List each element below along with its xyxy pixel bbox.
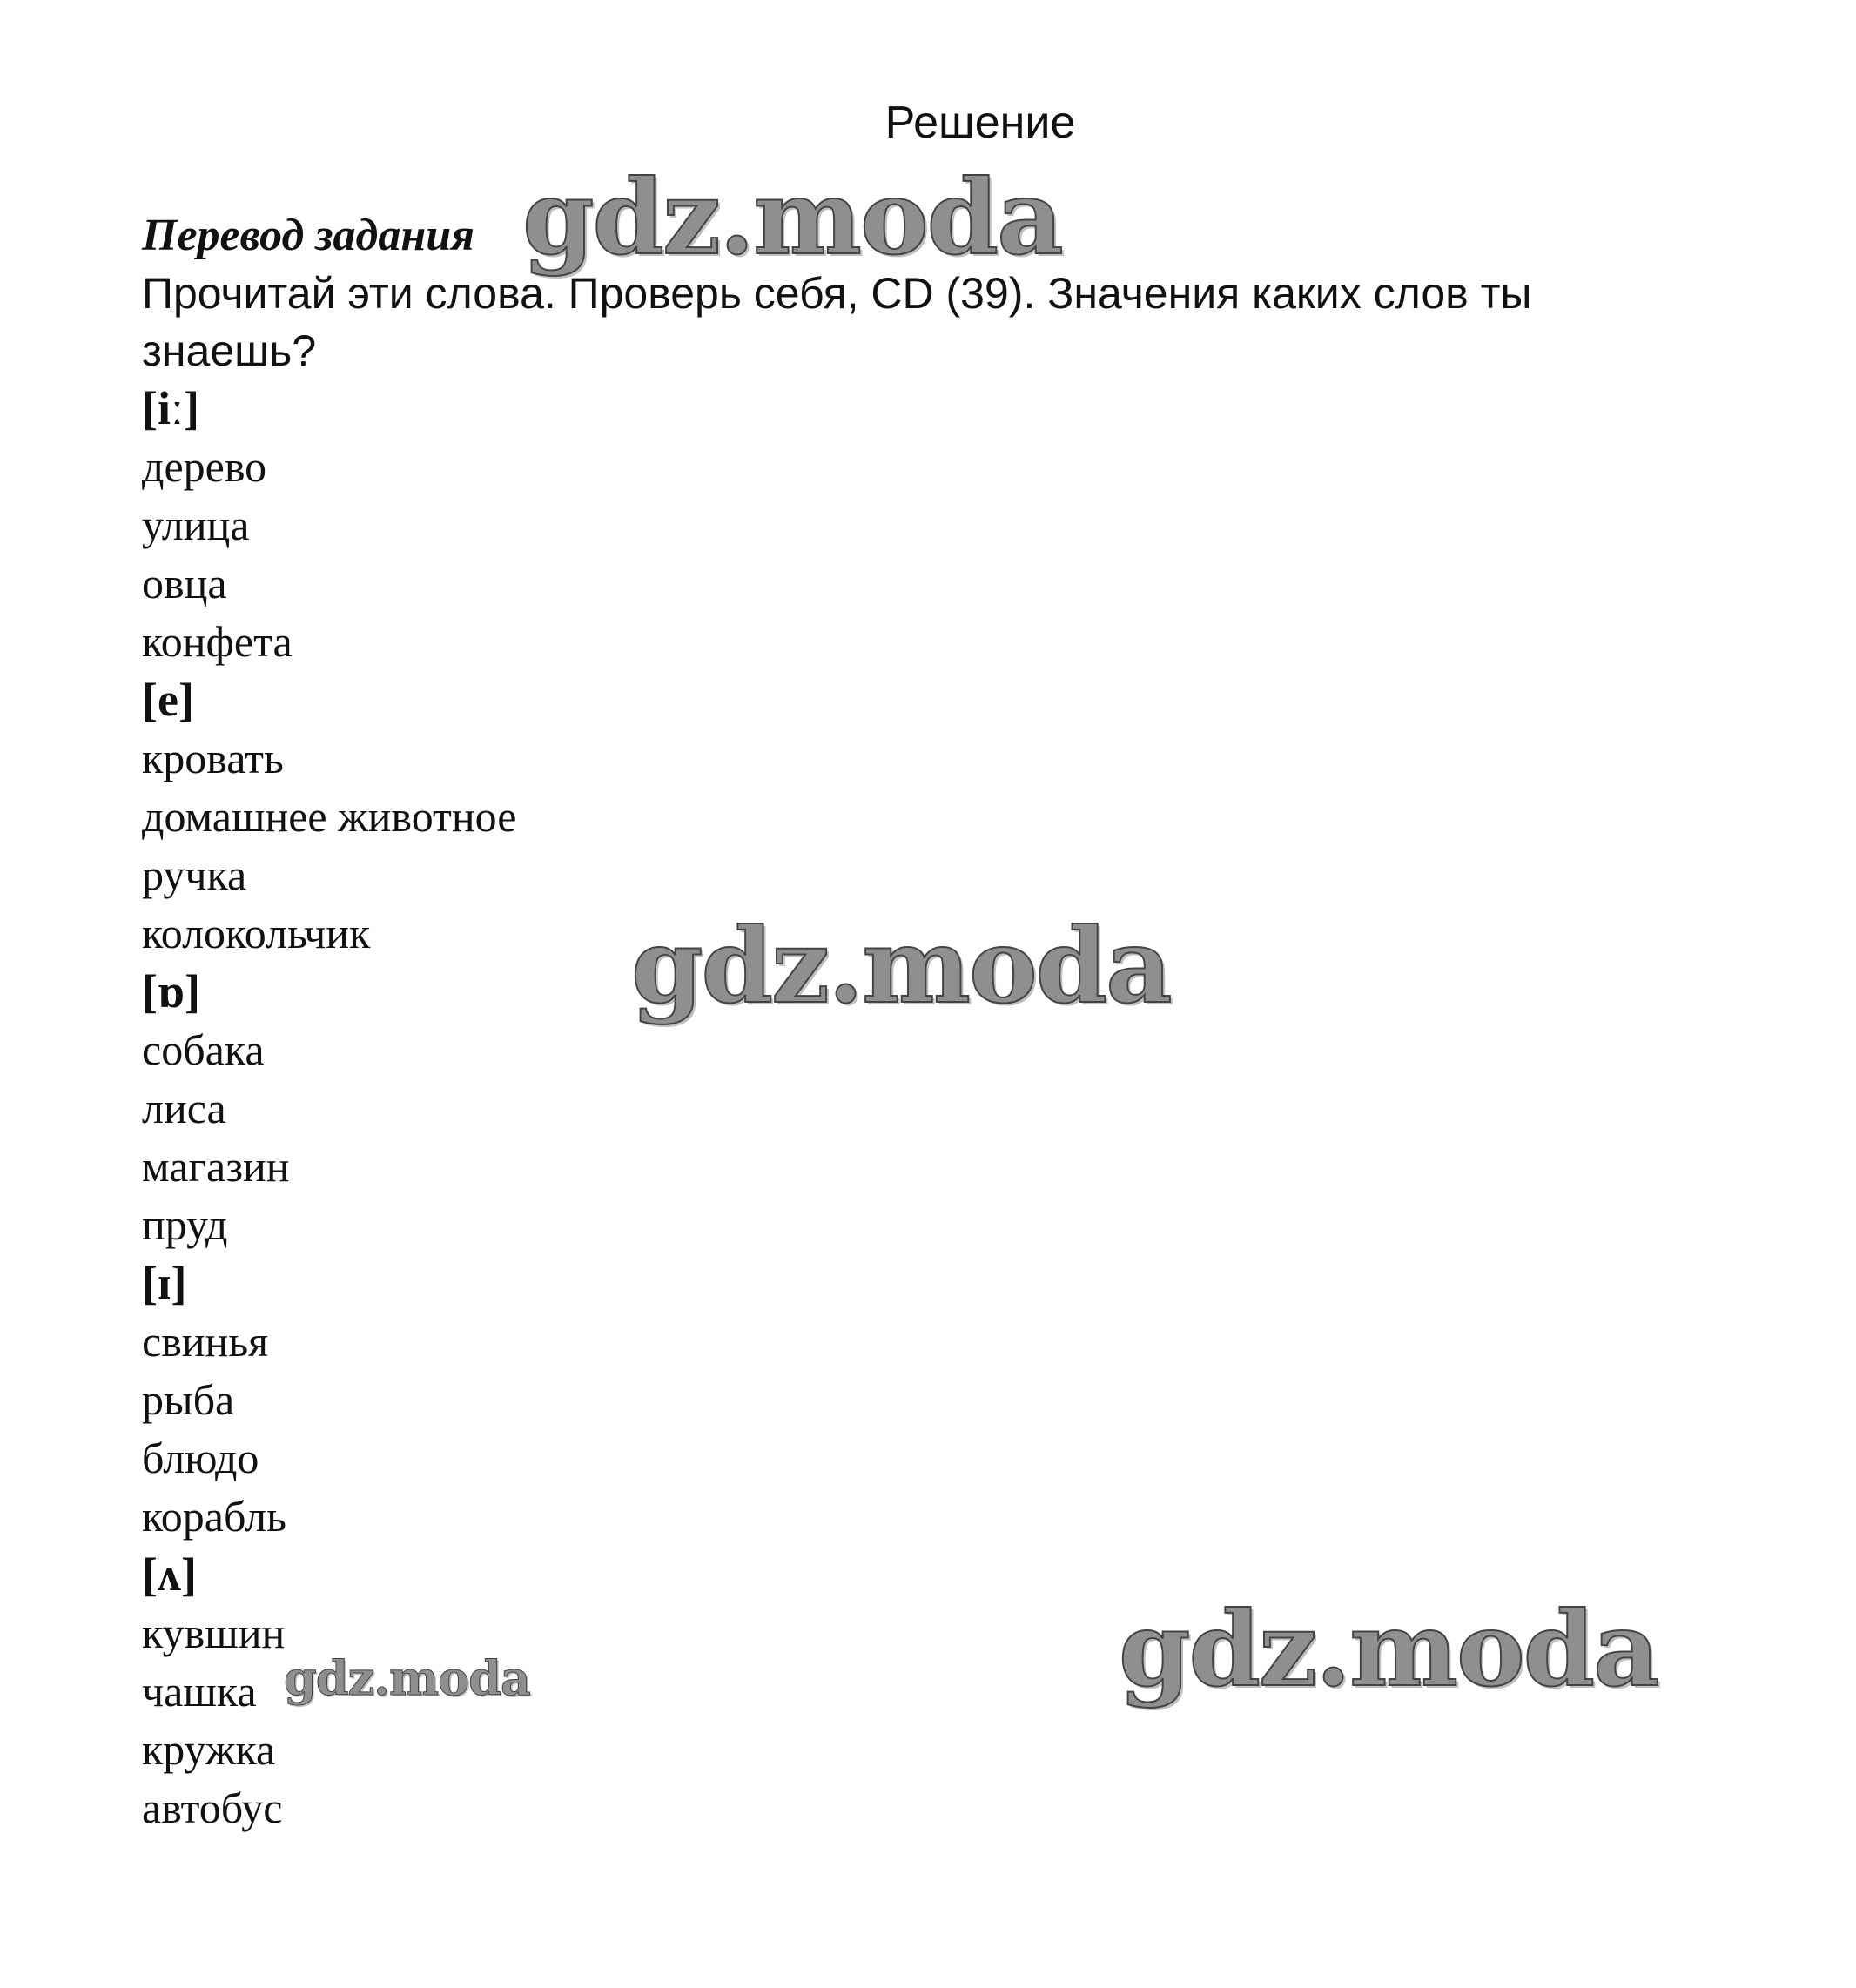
phoneme-group-4 xyxy=(142,1254,1709,1546)
word-item: свинья xyxy=(142,1317,269,1366)
word-item: кувшин xyxy=(142,1609,286,1657)
watermark: gdz.moda xyxy=(631,905,1171,1026)
word-item: ручка xyxy=(142,850,247,899)
watermark: gdz.moda xyxy=(284,1650,530,1706)
word-item: автобус xyxy=(142,1783,283,1832)
watermark: gdz.moda xyxy=(1119,1588,1658,1709)
word-item: собака xyxy=(142,1025,265,1074)
watermark: gdz.moda xyxy=(522,157,1062,278)
word-item: магазин xyxy=(142,1142,290,1191)
phoneme-label: [e] xyxy=(142,674,194,726)
word-item: кровать xyxy=(142,734,284,782)
word-item: конфета xyxy=(142,617,293,666)
word-item: корабль xyxy=(142,1492,286,1541)
word-item: кружка xyxy=(142,1725,276,1774)
phoneme-label: [iː] xyxy=(142,382,199,434)
word-item: чашка xyxy=(142,1667,257,1716)
word-item: колокольчик xyxy=(142,909,371,957)
word-item: домашнее животное xyxy=(142,792,517,841)
phoneme-label: [ɒ] xyxy=(142,965,200,1018)
word-item: лиса xyxy=(142,1084,226,1132)
word-item: овца xyxy=(142,559,227,608)
task-translation-title: Перевод задания xyxy=(142,211,474,260)
phoneme-label: [ʌ] xyxy=(142,1548,197,1601)
word-item: улица xyxy=(142,500,250,549)
word-item: пруд xyxy=(142,1200,228,1249)
phoneme-group-1 xyxy=(142,379,1709,671)
page-heading: Решение xyxy=(884,97,1076,148)
word-item: дерево xyxy=(142,442,267,491)
word-item: блюдо xyxy=(142,1434,259,1482)
task-instruction: Прочитай эти слова. Проверь себя, CD (39). Значения каких слов ты знаешь? xyxy=(142,269,1532,375)
phoneme-label: [ɪ] xyxy=(142,1257,187,1309)
word-item: рыба xyxy=(142,1375,235,1424)
